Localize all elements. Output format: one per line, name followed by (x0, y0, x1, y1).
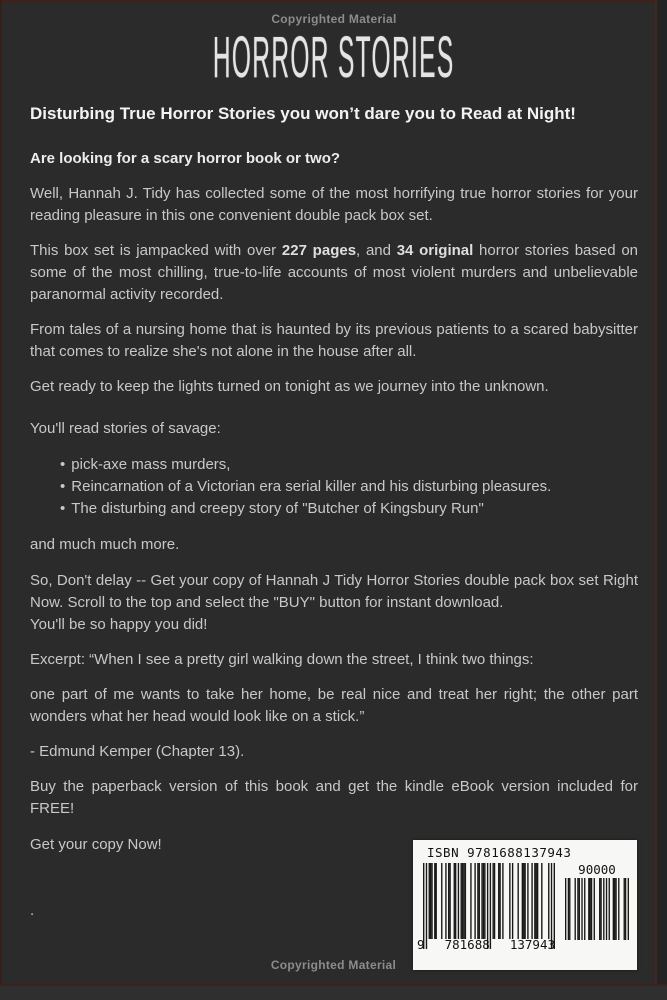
paragraph-excerpt-quote: one part of me wants to take her home, be real nice and treat her right; the other part wonders what her head would look like on a stick.” (30, 686, 638, 725)
barcode-digits (417, 937, 555, 952)
list-item-text: Reincarnation of a Victorian era serial killer and his disturbing pleasures. (71, 478, 552, 495)
isbn-label: ISBN 9781688137943 (427, 845, 572, 860)
book-title-text: HORROR STORIES (213, 23, 455, 90)
paragraph-excerpt-lead: Excerpt: “When I see a pretty girl walking down the street, I think two things: (30, 651, 534, 668)
list-item-text: pick-axe mass murders, (71, 456, 231, 473)
paragraph-much-more: and much much more. (30, 536, 180, 553)
ean5-bars (565, 878, 629, 940)
cover-content (30, 0, 638, 922)
paragraph-get-copy: Get your copy Now! (30, 836, 162, 853)
cta-text: So, Don't delay -- Get your copy of Hannah J Tidy Horror Stories double pack box set Right Now. Scroll to the top and select the "BUY" button for instant download. (30, 572, 638, 611)
left-edge-accent (0, 0, 2, 1000)
stories-count: 34 original (396, 242, 474, 259)
copyrighted-material-top: Copyrighted Material (271, 12, 397, 26)
barcode-digit-group: 137943 (509, 937, 555, 952)
paragraph-quote-attribution: - Edmund Kemper (Chapter 13). (30, 743, 245, 760)
paragraph-lights: Get ready to keep the lights turned on tonight as we journey into the unknown. (30, 378, 549, 395)
paragraph-kindle-offer: Buy the paperback version of this book and get the kindle eBook version included for FREE! (30, 778, 638, 817)
paragraph-tales: From tales of a nursing home that is haunted by its previous patients to a scared babysitter that comes to realize she's not alone in the house after all. (30, 321, 638, 360)
story-list (30, 454, 638, 520)
bullet-icon: • (60, 478, 66, 495)
stray-dot: . (30, 902, 35, 919)
barcode-digit-lead: 9 (417, 937, 425, 952)
bottom-edge-accent (0, 984, 667, 986)
bottom-edge-shadow (0, 986, 667, 1000)
copyrighted-material-bottom: Copyrighted Material (270, 958, 397, 972)
pages-count: 227 pages (281, 242, 357, 259)
list-item (60, 476, 638, 498)
paragraph-buy-cta (30, 570, 638, 636)
barcode-digit-group: 781688 (444, 937, 490, 952)
isbn-barcode (413, 840, 637, 970)
right-edge-shadow (657, 0, 667, 1000)
bullet-icon: • (60, 500, 66, 517)
paragraph-boxset-stats (30, 240, 638, 306)
list-item (60, 454, 638, 476)
paragraph-savage-lead: You'll read stories of savage: (30, 420, 221, 437)
price-supplement (565, 863, 629, 940)
right-edge-accent (655, 0, 657, 1000)
boxset-text: horror stories based on some of the most chilling, true-to-life accounts of most violent murders and unbelievable paranormal activity recorded. (30, 242, 639, 303)
ean13-barcode (417, 863, 555, 952)
barcode-row (417, 862, 629, 952)
headline: Disturbing True Horror Stories you won’t dare you to Read at Night! (30, 104, 576, 123)
price-code: 90000 (578, 862, 616, 877)
question-line: Are looking for a scary horror book or two? (30, 150, 341, 167)
list-item-text: The disturbing and creepy story of "Butcher of Kingsbury Run" (71, 500, 484, 517)
boxset-text: This box set is jampacked with over (30, 242, 282, 259)
boxset-text: , and (356, 242, 397, 259)
bullet-icon: • (60, 456, 66, 473)
list-item (60, 498, 638, 520)
book-title (30, 23, 638, 92)
paragraph-author-intro: Well, Hannah J. Tidy has collected some of the most horrifying true horror stories for your reading pleasure in this one convenient double pack box set. (30, 185, 638, 224)
cta-text-2: You'll be so happy you did! (30, 616, 208, 633)
